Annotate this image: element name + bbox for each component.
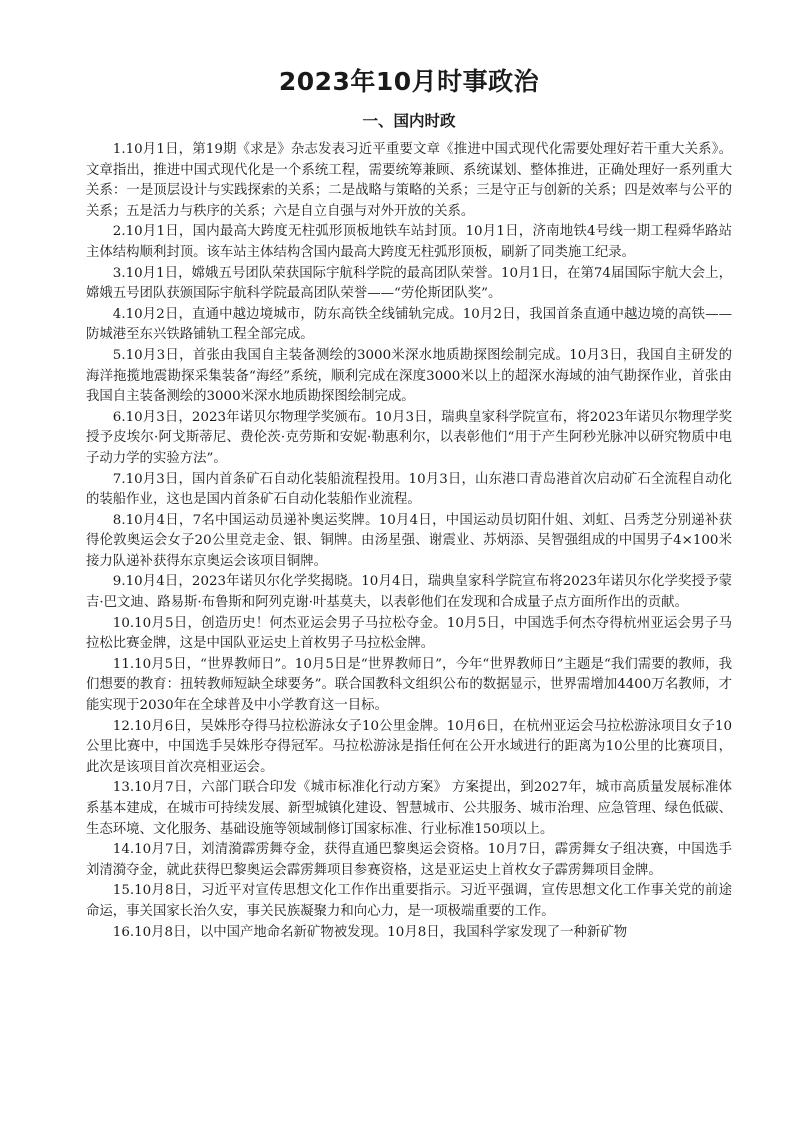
news-item: 5.10月3日，首张由我国自主装备测绘的3000米深水地质勘探图绘制完成。10月3日，我国自主研发的海洋拖揽地震勘探采集装备“海经”系统，顺利完成在深度3000米以上的超深水海域的油气勘探作业，首张由我国自主装备测绘的3000米深水地质勘探图绘制完成。 bbox=[86, 347, 732, 405]
document-title: 2023年10月时事政治 bbox=[278, 67, 540, 96]
news-item-list bbox=[86, 140, 732, 943]
news-item: 3.10月1日，嫦娥五号团队荣获国际宇航科学院的最高团队荣誉。10月1日，在第74届国际宇航大会上，嫦娥五号团队获颁国际宇航科学院最高团队荣誉——“劳伦斯团队奖”。 bbox=[86, 265, 732, 302]
news-item: 12.10月6日，吴姝彤夺得马拉松游泳女子10公里金牌。10月6日，在杭州亚运会马拉松游泳项目女子10公里比赛中，中国选手吴姝彤夺得冠军。马拉松游泳是指任何在公开水域进行的距离为10公里的比赛项目，此次是该项目首次亮相亚运会。 bbox=[86, 718, 732, 775]
news-item: 14.10月7日，刘清漪霹雳舞夺金，获得直通巴黎奥运会资格。10月7日，霹雳舞女子组决赛，中国选手刘清漪夺金，就此获得巴黎奥运会霹雳舞项目参赛资格，这是亚运史上首枚女子霹雳舞项目金牌。 bbox=[86, 842, 732, 878]
news-item: 15.10月8日，习近平对宣传思想文化工作作出重要指示。习近平强调，宣传思想文化工作事关党的前途命运，事关国家长治久安，事关民族凝聚力和向心力，是一项极端重要的工作。 bbox=[86, 883, 732, 919]
news-item: 9.10月4日，2023年诺贝尔化学奖揭晓。10月4日，瑞典皇家科学院宣布将2023年诺贝尔化学奖授予蒙吉·巴文迪、路易斯·布鲁斯和阿列克谢·叶基莫夫，以表彰他们在发现和合成量子点方面所作出的贡献。 bbox=[86, 574, 732, 611]
news-item: 7.10月3日，国内首条矿石自动化装船流程投用。10月3日，山东港口青岛港首次启动矿石全流程自动化的装船作业，这也是国内首条矿石自动化装船作业流程。 bbox=[86, 471, 732, 508]
news-item: 11.10月5日，“世界教师日”。10月5日是“世界教师日”，今年“世界教师日”主题是“我们需要的教师，我们想要的教育：扭转教师短缺全球要务”。联合国教科文组织公布的数据显示，世界需增加4400万名教师，才能实现于2030年在全球普及中小学教育这一目标。 bbox=[86, 656, 732, 714]
news-item: 2.10月1日，国内最高大跨度无柱弧形顶板地铁车站封顶。10月1日，济南地铁4号线一期工程舜华路站主体结构顺利封顶。该车站主体结构含国内最高大跨度无柱弧形顶板，刷新了同类施工纪录。 bbox=[86, 224, 732, 260]
section-heading-domestic: 一、国内时政 bbox=[362, 112, 456, 130]
news-item: 4.10月2日，直通中越边境城市，防东高铁全线铺轨完成。10月2日，我国首条直通中越边境的高铁——防城港至东兴铁路铺轨工程全部完成。 bbox=[86, 306, 732, 343]
news-item: 10.10月5日，创造历史！何杰亚运会男子马拉松夺金。10月5日，中国选手何杰夺得杭州亚运会男子马拉松比赛金牌，这是中国队亚运史上首枚男子马拉松金牌。 bbox=[86, 615, 732, 652]
news-item: 13.10月7日，六部门联合印发《城市标准化行动方案》 方案提出，到2027年，城市高质量发展标准体系基本建成，在城市可持续发展、新型城镇化建设、智慧城市、公共服务、城市治理、应急管理、绿色低碳、生态环境、文化服务、基础设施等领域制修订国家标准、行业标准150项以上。 bbox=[86, 780, 732, 837]
news-item: 8.10月4日，7名中国运动员递补奥运奖牌。10月4日，中国运动员切阳什姐、刘虹、吕秀芝分别递补获得伦敦奥运会女子20公里竞走金、银、铜牌。由汤星强、谢震业、苏炳添、吴智强组成的中国男子4×100米接力队递补获得东京奥运会该项目铜牌。 bbox=[86, 512, 732, 569]
news-item: 6.10月3日，2023年诺贝尔物理学奖颁布。10月3日，瑞典皇家科学院宣布，将2023年诺贝尔物理学奖授予皮埃尔·阿戈斯蒂尼、费伦茨·克劳斯和安妮·勒惠利尔，以表彰他们“用于产生阿秒光脉冲以研究物质中电子动力学的实验方法”。 bbox=[86, 409, 732, 466]
news-item: 16.10月8日，以中国产地命名新矿物被发现。10月8日，我国科学家发现了一种新矿物 bbox=[112, 924, 628, 940]
news-item: 1.10月1日，第19期《求是》杂志发表习近平重要文章《推进中国式现代化需要处理好若干重大关系》。文章指出，推进中国式现代化是一个系统工程，需要统筹兼顾、系统谋划、整体推进，正确处理好一系列重大关系：一是顶层设计与实践探索的关系；二是战略与策略的关系；三是守正与创新的关系；四是效率与公平的关系；五是活力与秩序的关系；六是自立自强与对外开放的关系。 bbox=[86, 142, 732, 219]
